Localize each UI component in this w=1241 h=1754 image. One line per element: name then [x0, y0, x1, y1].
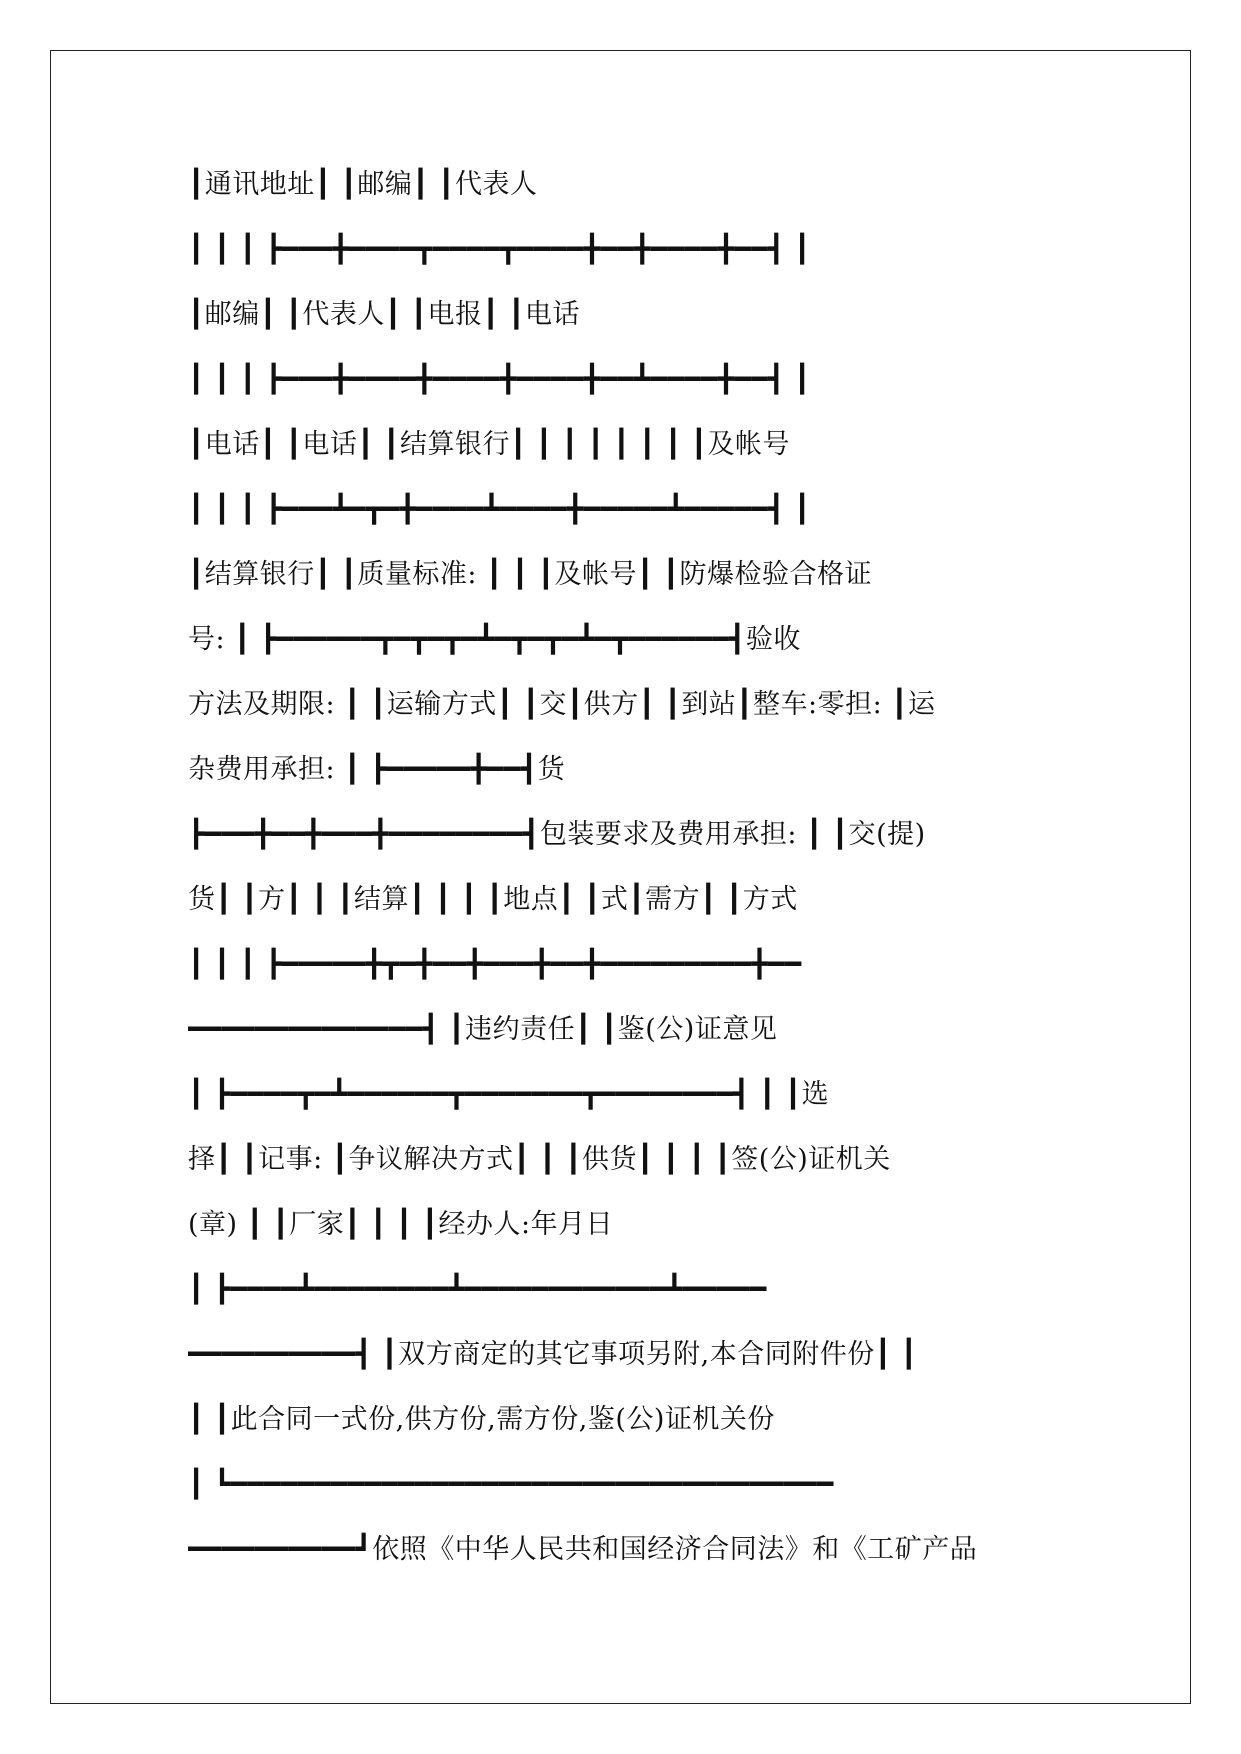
text-line: ━━━━━━━━━━┫ ┃双方商定的其它事项另附,本合同附件份┃ ┃ — [188, 1339, 918, 1370]
text-line: ┃电话┃ ┃电话┃ ┃结算银行┃ ┃ ┃ ┃ ┃ ┃ ┃ ┃及帐号 — [188, 429, 791, 460]
text-line: 方法及期限: ┃ ┃运输方式┃ ┃交┃供方┃ ┃到站┃整车:零担: ┃运 — [188, 689, 936, 720]
text-line: ━━━━━━━━━━┛依照《中华人民共和国经济合同法》和《工矿产品 — [188, 1534, 978, 1565]
text-line: (章) ┃ ┃厂家┃ ┃ ┃ ┃经办人:年月日 — [188, 1209, 614, 1240]
table-border-line: ┃ ┃ ┃ ┣━━━╋━━━━┳━━━━┳━━━━╋━━╋━━━━╋━━┫ ┃ — [188, 234, 811, 265]
text-line: ┃邮编┃ ┃代表人┃ ┃电报┃ ┃电话 — [188, 299, 581, 330]
table-border-line: ┃ ┃ ┃ ┣━━━┻━┳━╋━━━━┻━━━━╋━━━━━┻━━━━━┫ ┃ — [188, 494, 811, 525]
text-line: 择┃ ┃记事: ┃争议解决方式┃ ┃ ┃供货┃ ┃ ┃ ┃签(公)证机关 — [188, 1144, 891, 1175]
text-line: ┃ ┃此合同一式份,供方份,需方份,鉴(公)证机关份 — [188, 1404, 775, 1435]
table-border-line: ┃ ┣━━━━┻━━━━━━━━┻━━━━━━━━━━━━┻━━━━━ — [188, 1274, 767, 1305]
text-line: ━━━━━━━━━━━━━━┫ ┃违约责任┃ ┃鉴(公)证意见 — [188, 1014, 778, 1045]
text-line: 杂费用承担: ┃ ┣━━━━━╋━━┫货 — [188, 754, 566, 785]
text-line: 货┃ ┃方┃ ┃ ┃结算┃ ┃ ┃ ┃地点┃ ┃式┃需方┃ ┃方式 — [188, 884, 798, 915]
table-border-line: 号: ┃ ┣━━━━━━┳━┳━┳━┻━┳━┳━┻━┳━━━━━━┫验收 — [188, 624, 801, 655]
table-border-line: ┃ ┃ ┃ ┣━━━╋━━━━╋━━━━╋━━━━╋━━┻━━━━╋━━┫ ┃ — [188, 364, 811, 395]
table-border-line: ┃ ┣━━━━┳━┻━━━━━━┳━━━━━━━┳━━━━━━━━┫ ┃ ┃选 — [188, 1079, 830, 1110]
document-body — [188, 152, 1068, 1582]
text-line: ┃通讯地址┃ ┃邮编┃ ┃代表人 — [188, 169, 538, 200]
text-line: ┃结算银行┃ ┃质量标准: ┃ ┃ ┃及帐号┃ ┃防爆检验合格证 — [188, 559, 873, 590]
table-border-line: ┃ ┗━━━━━━━━━━━━━━━━━━━━━━━━━━━━━━━━━━━━ — [188, 1469, 834, 1500]
table-border-line: ┃ ┃ ┃ ┣━━━━━╋┳━╋━━╋━━━╋━━╋━━━━━━━━━╋━━ — [188, 949, 802, 980]
table-border-line: ┣━━━╋━━╋━━━╋━━━━━━━━┫包装要求及费用承担: ┃ ┃交(提) — [188, 819, 926, 850]
